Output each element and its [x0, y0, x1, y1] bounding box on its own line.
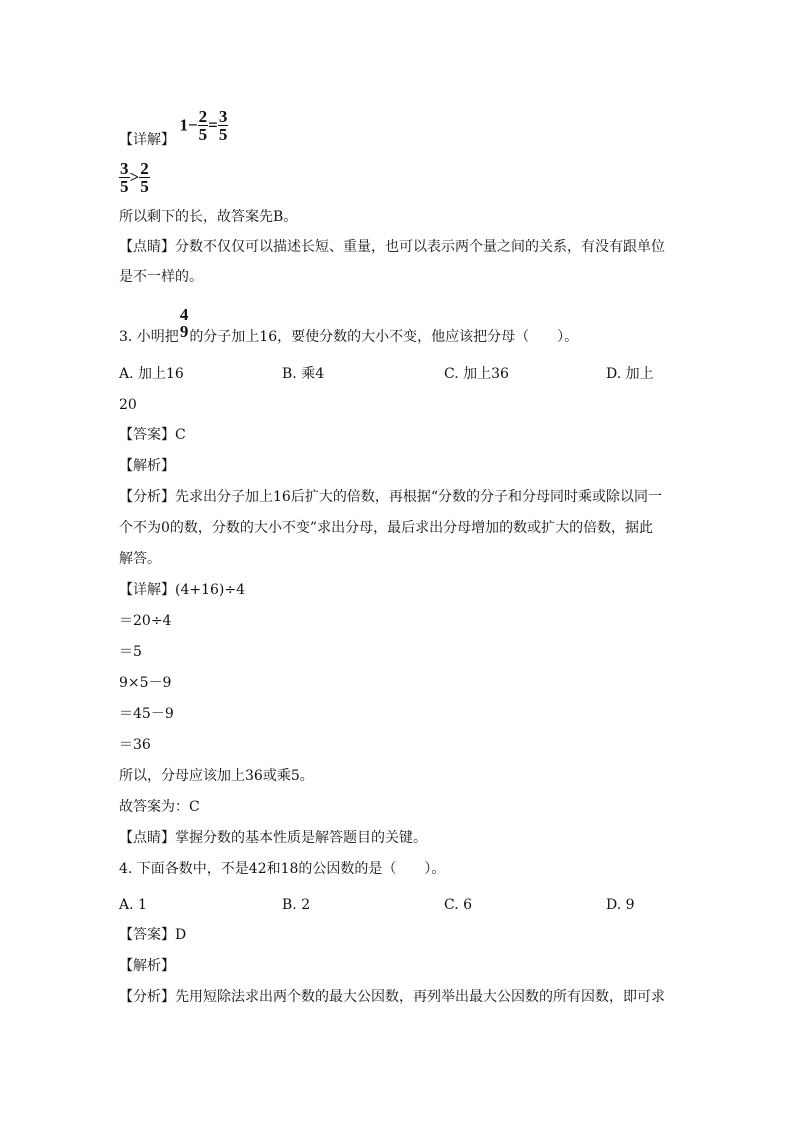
- detail-label: 【详解】: [119, 131, 175, 148]
- comparison-row: [119, 160, 150, 195]
- fraction-two-fifths: $\frac{2}{5}$: [198, 107, 208, 144]
- q3-option-c: C. 加上36: [444, 366, 509, 382]
- q3-stem: [119, 305, 579, 345]
- q4-analysis-label: 【解析】: [119, 958, 175, 974]
- q4-option-c: C. 6: [444, 897, 473, 913]
- minus-sign: −: [187, 115, 198, 135]
- q4-analysis-line1: 【分析】先用短除法求出两个数的最大公因数，再列举出最大公因数的所有因数，即可求: [119, 989, 665, 1005]
- q3-step-2: ＝20÷4: [119, 613, 172, 629]
- q4-option-b: B. 2: [282, 897, 311, 913]
- q3-stem-after: 的分子加上16，要使分数的大小不变，他应该把分母（ ）。: [189, 329, 579, 345]
- q3-answer: 【答案】C: [119, 427, 186, 443]
- q3-tip: 【点睛】掌握分数的基本性质是解答题目的关键。: [119, 830, 427, 846]
- q3-analysis-line3: 解答。: [119, 551, 161, 567]
- q3-option-a: A. 加上16: [119, 366, 184, 382]
- q3-conclusion: 所以，分母应该加上36或乘5。: [119, 768, 314, 784]
- detail-row: [119, 107, 228, 148]
- greater-than-sign: >: [129, 167, 140, 187]
- q3-analysis-line2: 个不为0的数，分数的大小不变”求出分母，最后求出分母增加的数或扩大的倍数，据此: [119, 520, 654, 536]
- fraction-four-ninths: 4 9: [179, 305, 189, 341]
- q3-step-3: ＝5: [119, 644, 142, 660]
- q3-option-b: B. 乘4: [282, 366, 325, 382]
- q3-stem-before: 3. 小明把: [119, 329, 179, 345]
- q2-tip-line2: 是不一样的。: [119, 269, 203, 285]
- whole-number: 1: [179, 115, 188, 135]
- q4-option-d: D. 9: [606, 897, 635, 913]
- q3-step-5: ＝45－9: [119, 706, 174, 722]
- q3-step-4: 9×5－9: [119, 675, 172, 691]
- q4-stem: 4. 下面各数中，不是42和18的公因数的是（ ）。: [119, 861, 446, 877]
- q3-analysis-label: 【解析】: [119, 458, 175, 474]
- q3-step-1: 【详解】(4+16)÷4: [119, 582, 246, 598]
- q2-conclusion: 所以剩下的长，故答案先B。: [119, 209, 298, 225]
- q3-option-d-wrap: 20: [119, 397, 137, 413]
- q4-option-a: A. 1: [119, 897, 147, 913]
- q2-tip-line1: 【点睛】分数不仅仅可以描述长短、重量，也可以表示两个量之间的关系，有没有跟单位: [119, 239, 665, 255]
- fraction-three-fifths-cmp: $\frac{3}{5}$: [120, 159, 129, 196]
- fraction-two-fifths-cmp: $\frac{2}{5}$: [140, 159, 149, 196]
- equals-sign: =: [208, 115, 218, 135]
- q4-answer: 【答案】D: [119, 927, 187, 943]
- fraction-three-fifths: $\frac{3}{5}$: [218, 107, 228, 144]
- q3-final-answer: 故答案为：C: [119, 799, 200, 815]
- q3-option-d: D. 加上: [606, 366, 654, 382]
- q3-step-6: ＝36: [119, 737, 151, 753]
- q3-analysis-line1: 【分析】先求出分子加上16后扩大的倍数，再根据“分数的分子和分母同时乘或除以同一: [119, 489, 662, 505]
